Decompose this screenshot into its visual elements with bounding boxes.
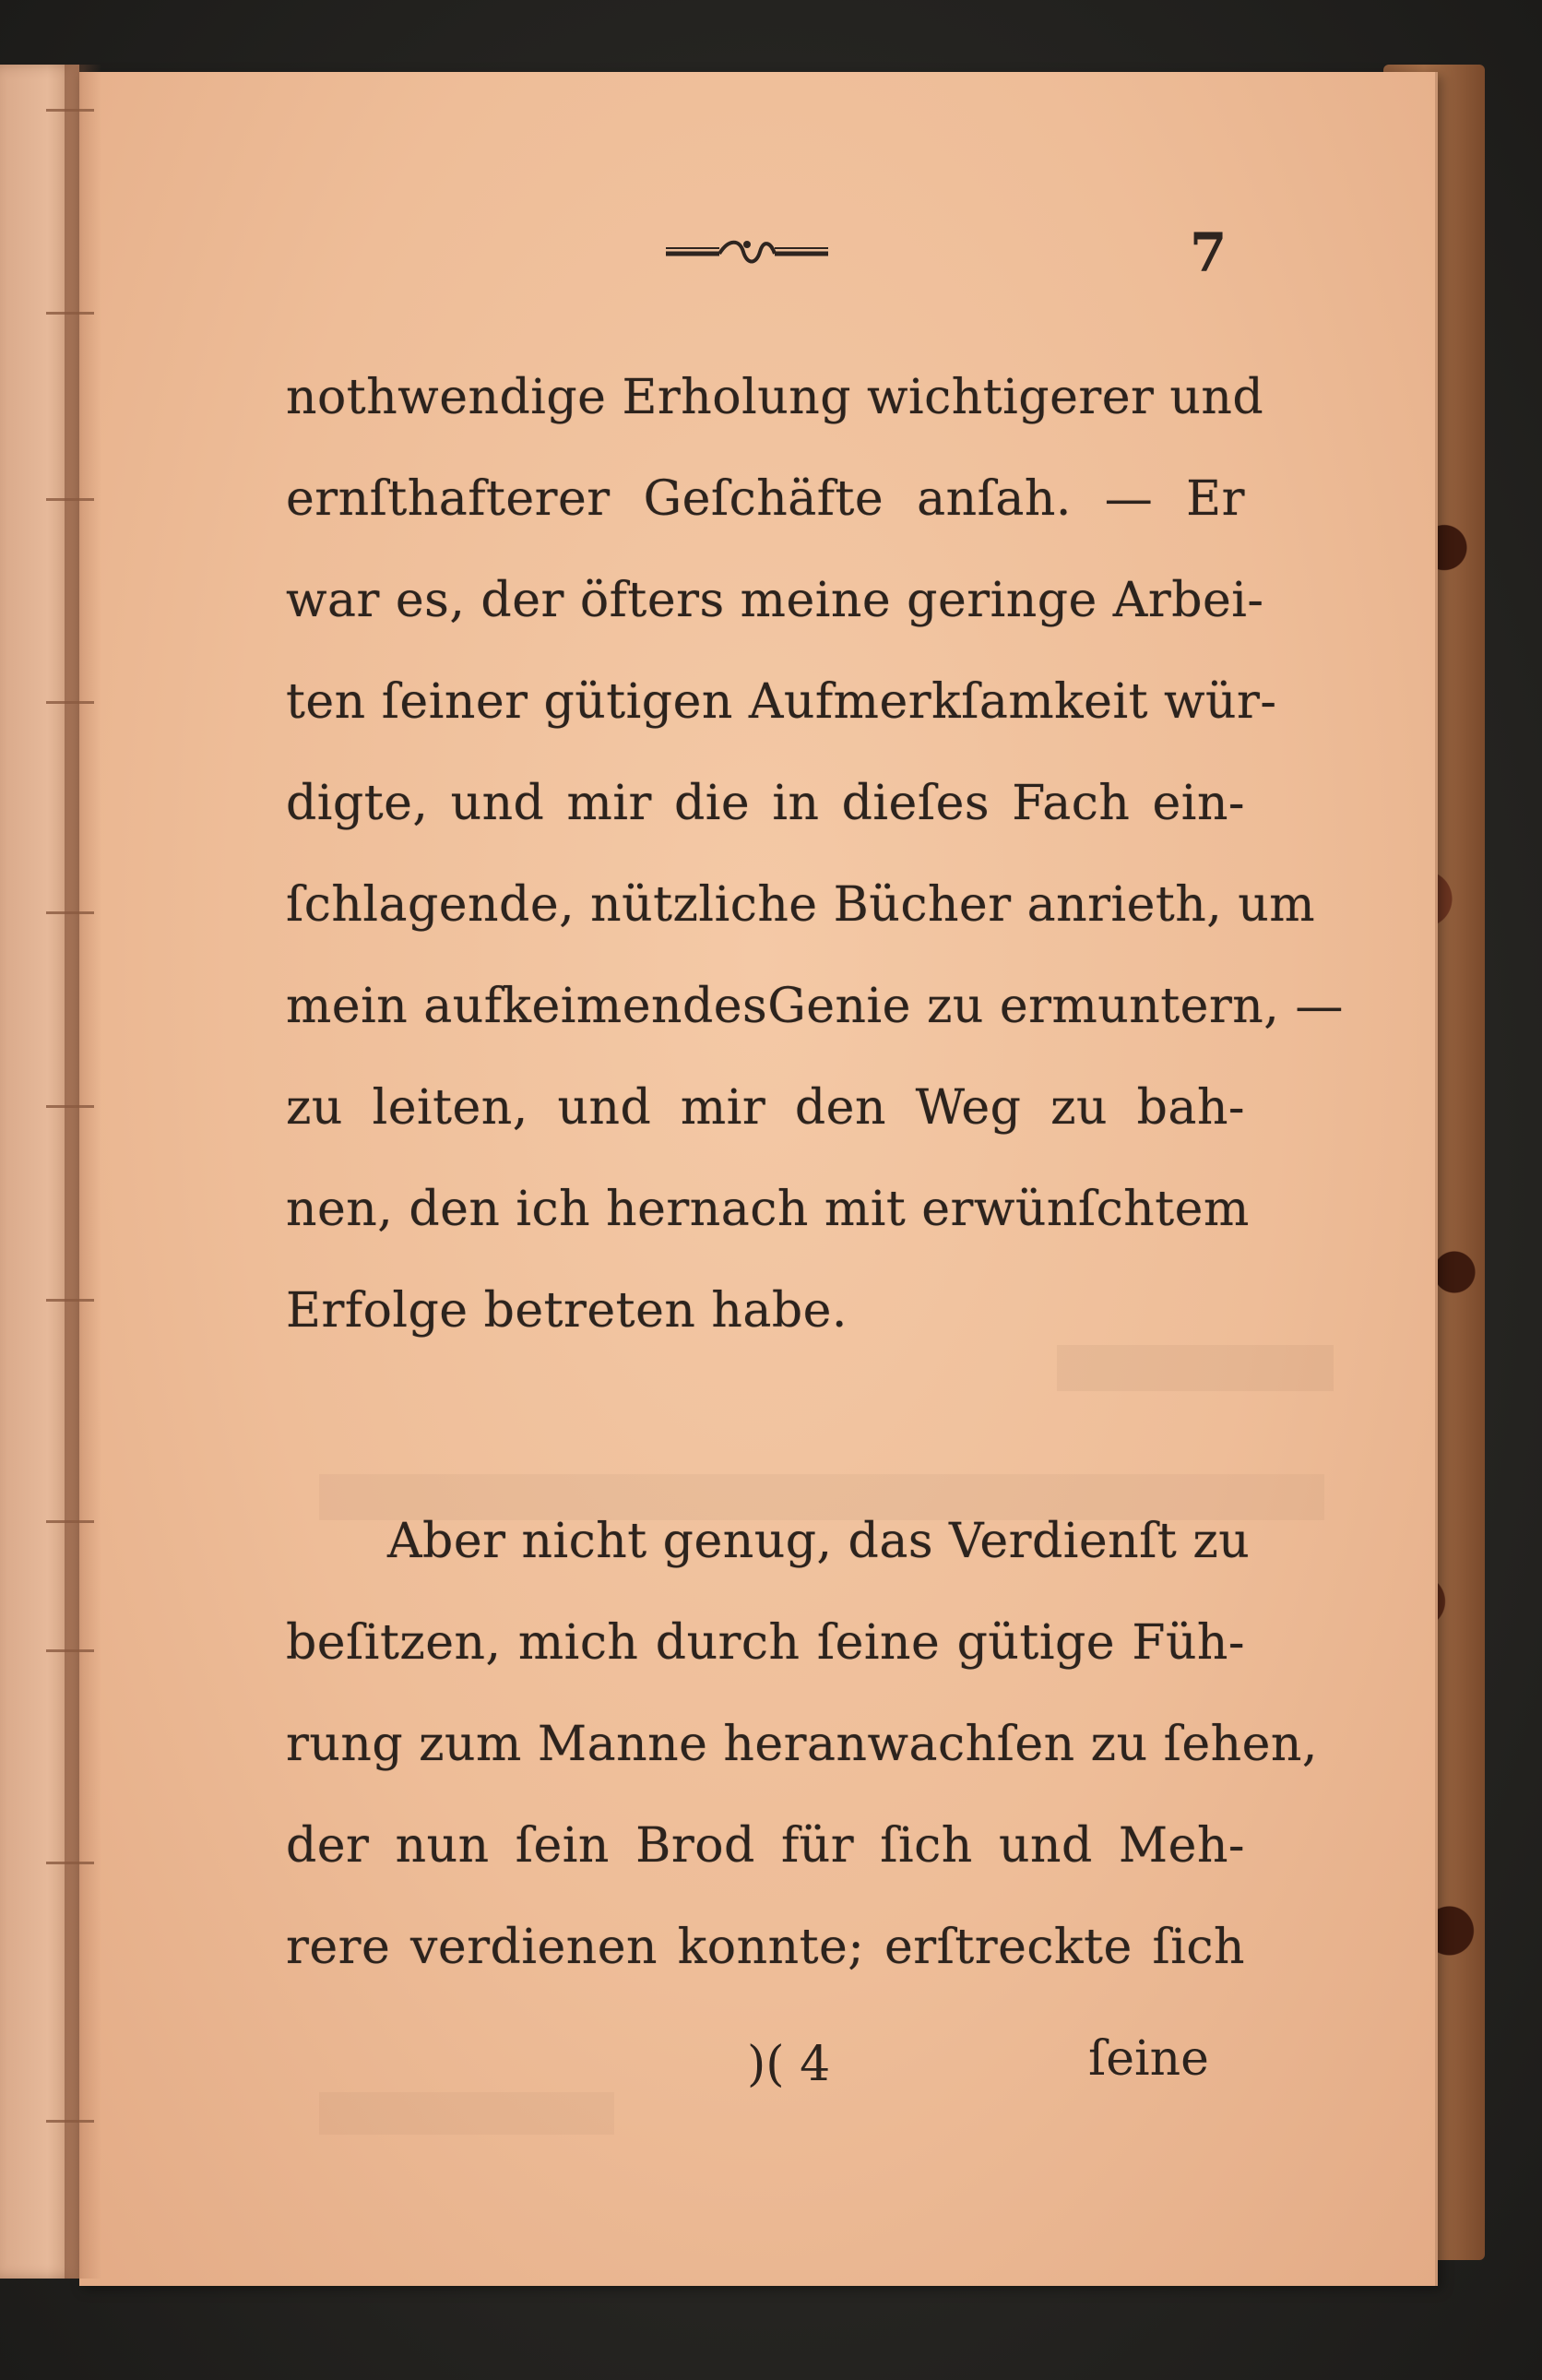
stitch-mark [46,1520,94,1523]
text-line: ſchlagende, nützliche Bücher anrieth, um [286,877,1316,933]
text-line: ten ſeiner gütigen Aufmerkſamkeit wür- [286,674,1277,730]
text-line: rere verdienen konnte; erſtreckte ſich [286,1920,1245,1975]
text-line: beſitzen, mich durch ſeine gütige Füh- [286,1615,1245,1671]
stitch-mark [46,701,94,704]
show-through-shadow [1057,1345,1334,1391]
stitch-mark [46,1299,94,1302]
catchword: ſeine [1088,2031,1209,2087]
stitch-mark [46,1862,94,1864]
page-foot [719,2031,1236,2111]
stitch-mark [46,312,94,315]
text-line: mein aufkeimendesGenie zu ermuntern, — [286,979,1344,1034]
text-line: zu leiten, und mir den Weg zu bah- [286,1080,1245,1136]
text-line: Aber nicht genug, das Verdienſt zu [387,1514,1251,1569]
text-line: digte, und mir die in dieſes Fach ein- [286,776,1245,831]
stitch-mark [46,109,94,112]
book-page [79,72,1438,2286]
text-line: nothwendige Erholung wichtigerer und [286,370,1264,425]
page-number: 7 [1190,221,1228,284]
text-line: ernſthafterer Geſchäfte anſah. — Er [286,471,1245,527]
stitch-mark [46,911,94,914]
stitch-mark [46,2120,94,2123]
show-through-shadow [319,2092,614,2135]
stitch-mark [46,1649,94,1652]
text-line: der nun ſein Brod für ſich und Meh- [286,1818,1245,1874]
text-line: Erfolge betreten habe. [286,1283,848,1339]
text-line: nen, den ich hernach mit erwünſchtem [286,1182,1250,1237]
spine-gutter [65,65,101,2279]
signature-mark: )( 4 [747,2037,831,2092]
head-ornament-icon [664,233,830,270]
text-line: war es, der öfters meine geringe Arbei- [286,573,1264,628]
stitch-mark [46,498,94,501]
text-line: rung zum Manne heranwachſen zu ſehen, [286,1717,1318,1772]
stitch-mark [46,1105,94,1108]
